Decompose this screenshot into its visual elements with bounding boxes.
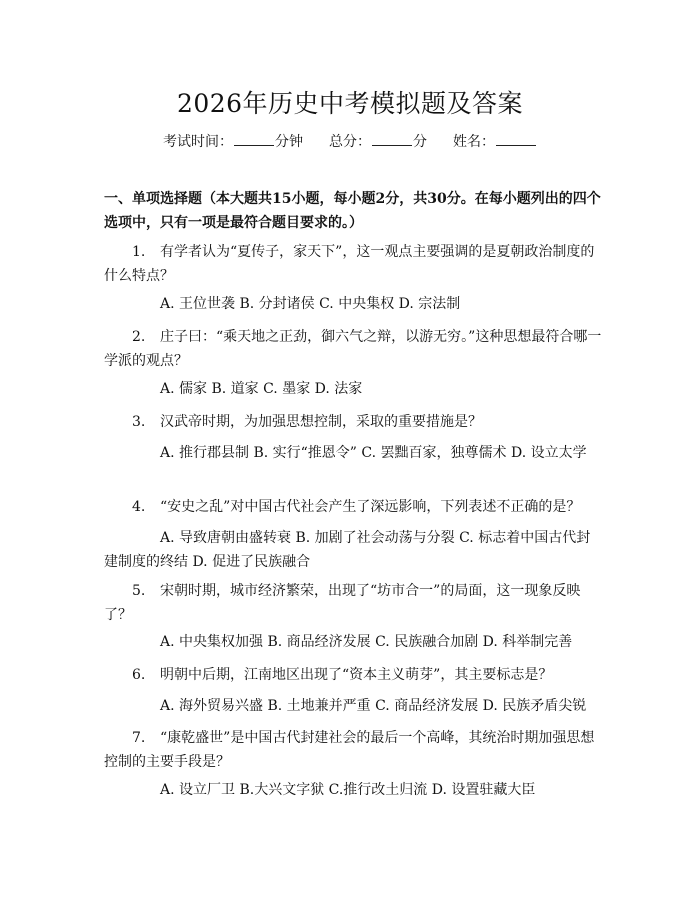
question-stem: 汉武帝时期，为加强思想控制，采取的重要措施是？	[160, 414, 482, 430]
question-3	[104, 410, 602, 434]
options-text: A. 设立厂卫 B.大兴文字狱 C.推行改土归流 D. 设置驻藏大臣	[160, 782, 536, 798]
question-stem: “康乾盛世”是中国古代封建社会的最后一个高峰，其统治时期加强思想控制的主要手段是？	[104, 730, 595, 770]
score-blank	[372, 133, 412, 146]
name-blank	[496, 133, 536, 146]
question-stem: “安史之乱”对中国古代社会产生了深远影响，下列表述不正确的是？	[160, 499, 581, 515]
question-3-options	[104, 441, 602, 465]
question-number: 2.	[132, 329, 146, 345]
score-label: 总分：	[329, 134, 371, 150]
section-heading: 一、单项选择题（本大题共15小题，每小题2分，共30分。在每小题列出的四个选项中，只有一项是最符合题目要求的。）	[104, 191, 601, 231]
question-5-options	[104, 630, 602, 654]
question-5	[104, 579, 602, 627]
question-1-options	[104, 292, 602, 316]
page-title: 2026年历史中考模拟题及答案	[176, 89, 524, 118]
question-stem: 有学者认为“夏传子，家天下”，这一观点主要强调的是夏朝政治制度的什么特点？	[104, 244, 595, 284]
time-blank	[234, 133, 274, 146]
question-7-options	[104, 778, 602, 802]
question-number: 3.	[132, 414, 146, 430]
question-number: 1.	[132, 244, 146, 260]
options-text: A. 导致唐朝由盛转衰 B. 加剧了社会动荡与分裂 C. 标志着中国古代封建制度的终结 D. 促进了民族融合	[104, 530, 591, 570]
question-stem: 庄子曰：“乘天地之正劲，御六气之辩，以游无穷。”这种思想最符合哪一学派的观点？	[104, 329, 602, 369]
time-label: 考试时间：	[163, 134, 233, 150]
question-number: 6.	[132, 667, 146, 683]
options-text: A. 王位世袭 B. 分封诸侯 C. 中央集权 D. 宗法制	[160, 296, 461, 312]
time-unit: 分钟	[275, 134, 303, 150]
question-6-options	[104, 694, 602, 718]
exam-meta-line	[0, 131, 700, 151]
name-label: 姓名：	[453, 134, 495, 150]
question-number: 5.	[132, 583, 146, 599]
question-6	[104, 663, 602, 687]
question-stem: 宋朝时期，城市经济繁荣，出现了“坊市合一”的局面，这一现象反映了？	[104, 583, 581, 623]
question-7	[104, 726, 602, 774]
options-text: A. 中央集权加强 B. 商品经济发展 C. 民族融合加剧 D. 科举制完善	[160, 634, 573, 650]
options-text: A. 海外贸易兴盛 B. 土地兼并严重 C. 商品经济发展 D. 民族矛盾尖锐	[160, 698, 587, 714]
question-4	[104, 495, 602, 519]
question-2	[104, 325, 602, 373]
options-text: A. 儒家 B. 道家 C. 墨家 D. 法家	[160, 381, 363, 397]
question-stem: 明朝中后期，江南地区出现了“资本主义萌芽”，其主要标志是？	[160, 667, 553, 683]
question-number: 4.	[132, 499, 146, 515]
score-unit: 分	[413, 134, 427, 150]
question-4-options	[104, 526, 602, 574]
question-2-options	[104, 377, 602, 401]
options-text: A. 推行郡县制 B. 实行“推恩令” C. 罢黜百家，独尊儒术 D. 设立太学	[160, 445, 587, 461]
question-1	[104, 240, 602, 288]
question-number: 7.	[132, 730, 146, 746]
